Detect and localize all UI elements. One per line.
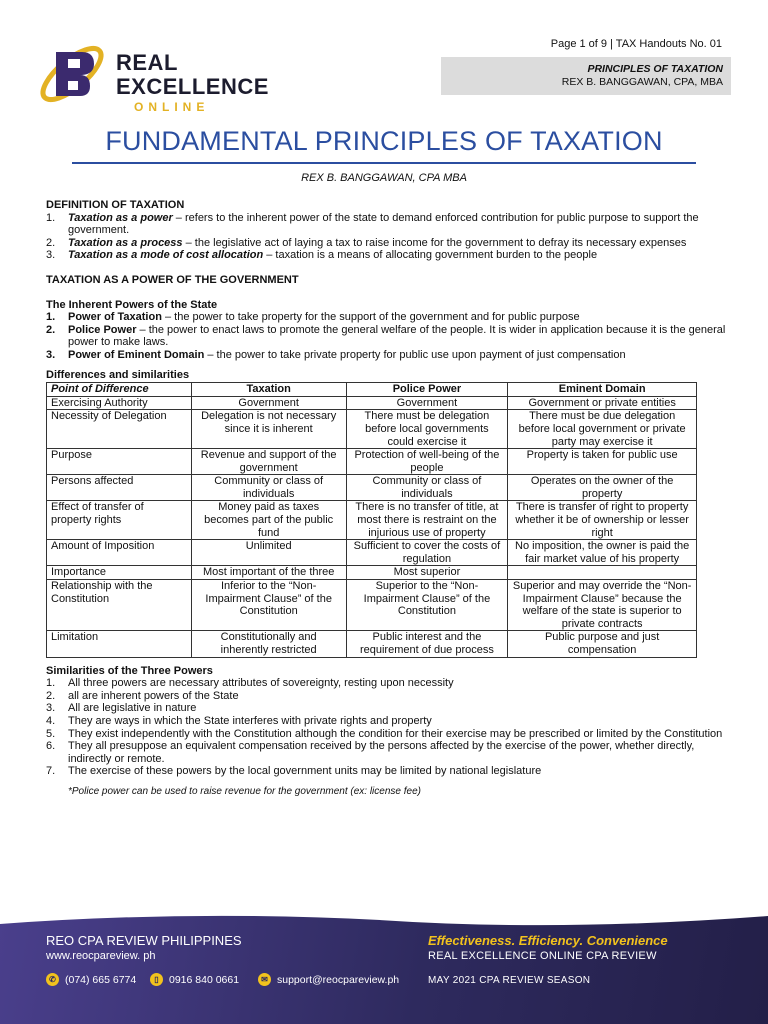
table-cell: No imposition, the owner is paid the fair market value of his property [508,540,697,566]
table-cell: Revenue and support of the government [191,449,346,475]
table-cell [508,566,697,580]
list-item-number: 2. [46,689,56,702]
header-doc-author: REX B. BANGGAWAN, CPA, MBA [561,76,723,88]
email-icon: ✉ [258,973,271,986]
table-row [47,475,697,501]
table-cell: Constitutionally and inherently restricted [191,631,346,657]
footer-season: MAY 2021 CPA REVIEW SEASON [428,975,591,986]
table-cell: Public purpose and just compensation [508,631,697,657]
table-cell: There is transfer of right to property whether it be of ownership or lesser right [508,501,697,540]
list-item [46,728,726,741]
list-item [46,349,726,362]
logo-emblem-icon [36,34,114,112]
table-cell: Public interest and the requirement of due process [346,631,508,657]
list-item-text: They exist independently with the Constitution although the condition for their exercise may be prescribed or limited by the Constitution [68,727,723,740]
table-header-row [47,383,697,397]
table-cell: Government [346,396,508,410]
list-item-number: 4. [46,714,56,727]
table-cell: Exercising Authority [47,396,192,410]
table-cell: Sufficient to cover the costs of regulation [346,540,508,566]
list-item-text: – taxation is a means of allocating government burden to the people [263,249,598,262]
table-header-cell: Taxation [191,383,346,397]
differences-table [46,382,697,657]
brand-logo [36,34,336,114]
list-item-text: They all presuppose an equivalent compensation received by the persons affected by the exercise of the power, whether directly, indirectly or remote. [68,740,695,765]
list-item-term: Taxation as a process [68,236,183,249]
list-item-term: Taxation as a mode of cost allocation [68,249,264,262]
list-item-number: 1. [46,677,56,690]
footer-phone1: ✆ (074) 665 6774 [46,973,136,986]
list-item [46,212,726,237]
list-item-text: – refers to the inherent power of the state to demand enforced contribution for public purpose to support the government. [68,211,699,237]
list-item-text: all are inherent powers of the State [68,689,239,702]
footer-email: ✉ support@reocpareview.ph [258,973,399,986]
table-row [47,580,697,631]
list-item-term: Police Power [68,323,137,336]
page-info: Page 1 of 9 | TAX Handouts No. 01 [550,38,722,50]
table-cell: Persons affected [47,475,192,501]
list-item-number: 3. [46,348,56,361]
table-cell: Purpose [47,449,192,475]
table-cell: Effect of transfer of property rights [47,501,192,540]
list-item-term: Power of Eminent Domain [68,348,205,361]
table-header-cell: Eminent Domain [508,383,697,397]
table-cell: Inferior to the “Non-Impairment Clause” of the Constitution [191,580,346,631]
list-item-term: Power of Taxation [68,311,162,324]
list-item [46,311,726,324]
table-cell: There is no transfer of title, at most there is restraint on the injurious use of property [346,501,508,540]
footer-org: REO CPA REVIEW PHILIPPINES [46,933,242,948]
list-item-text: All are legislative in nature [68,702,197,715]
list-item-number: 2. [46,323,56,336]
table-cell: Government [191,396,346,410]
table-cell: Delegation is not necessary since it is inherent [191,410,346,449]
table-cell: Most important of the three [191,566,346,580]
list-item [46,324,726,349]
table-row [47,631,697,657]
table-cell: Limitation [47,631,192,657]
table-cell: Most superior [346,566,508,580]
table-cell: Protection of well-being of the people [346,449,508,475]
list-item [46,740,726,765]
similarities-heading: Similarities of the Three Powers [46,664,213,677]
brand-name-line3: ONLINE [134,100,210,114]
list-item-term: Taxation as a power [68,211,173,224]
list-item-text: – the power to take property for the support of the government and for public purpose [161,311,580,324]
page-footer [0,910,768,1024]
table-cell: Amount of Imposition [47,540,192,566]
list-item [46,237,726,250]
list-item-number: 1. [46,211,56,224]
footer-phone2: ▯ 0916 840 0661 [150,973,239,986]
list-item [46,702,726,715]
list-item [46,690,726,703]
table-cell: Importance [47,566,192,580]
list-item-text: – the power to enact laws to promote the general welfare of the people. It is wider in application because it is the general power to make laws. [68,323,726,349]
list-item-text: All three powers are necessary attributes of sovereignty, resting upon necessity [68,677,454,690]
list-item-number: 7. [46,765,56,778]
list-item-number: 3. [46,702,56,715]
footer-slogan: Effectiveness. Efficiency. Convenience [428,933,668,948]
definition-heading: DEFINITION OF TAXATION [46,199,185,211]
table-cell: Property is taken for public use [508,449,697,475]
list-item [46,677,726,690]
list-item-text: – the legislative act of laying a tax to raise income for the government to defray its necessary expenses [182,236,687,249]
table-cell: Unlimited [191,540,346,566]
footer-program: REAL EXCELLENCE ONLINE CPA REVIEW [428,950,657,962]
definition-list [46,212,726,262]
table-row [47,501,697,540]
header-doc-title: PRINCIPLES OF TAXATION [587,63,723,75]
table-header-cell: Point of Difference [47,383,192,397]
table-cell: Government or private entities [508,396,697,410]
table-cell: Superior to the “Non-Impairment Clause” of the Constitution [346,580,508,631]
list-item [46,765,726,778]
mobile-phone-icon: ▯ [150,973,163,986]
police-power-note: *Police power can be used to raise revenue for the government (ex: license fee) [68,785,421,797]
document-body [46,199,726,799]
list-item-number: 2. [46,236,56,249]
similarities-list [46,677,726,778]
inherent-powers-heading: The Inherent Powers of the State [46,298,218,311]
list-item-text: The exercise of these powers by the local government units may be limited by national legislature [68,765,542,778]
author-line: REX B. BANGGAWAN, CPA MBA [301,172,467,184]
table-cell: Operates on the owner of the property [508,475,697,501]
table-header-cell: Police Power [346,383,508,397]
header-doc-box [441,57,731,95]
page-title: FUNDAMENTAL PRINCIPLES OF TAXATION [105,126,663,156]
list-item [46,249,726,262]
title-underline [72,162,696,164]
table-cell: There must be due delegation before local government or private party may exercise it [508,410,697,449]
list-item-number: 5. [46,727,56,740]
phone-icon: ✆ [46,973,59,986]
differences-heading: Differences and similarities [46,368,190,381]
list-item-number: 1. [46,311,56,324]
table-cell: Community or class of individuals [346,475,508,501]
power-heading: TAXATION AS A POWER OF THE GOVERNMENT [46,273,299,286]
table-row [47,396,697,410]
table-cell: Money paid as taxes becomes part of the public fund [191,501,346,540]
list-item [46,715,726,728]
table-cell: Necessity of Delegation [47,410,192,449]
list-item-text: They are ways in which the State interferes with private rights and property [68,714,432,727]
table-row [47,410,697,449]
footer-website: www.reocpareview. ph [46,950,156,962]
list-item-text: – the power to take private property for public use upon payment of just compensation [204,348,626,361]
brand-name-line2: EXCELLENCE [116,74,269,99]
table-cell: Relationship with the Constitution [47,580,192,631]
list-item-number: 6. [46,740,56,753]
inherent-powers-list [46,311,726,361]
table-row [47,566,697,580]
list-item-number: 3. [46,249,56,262]
table-cell: There must be delegation before local governments could exercise it [346,410,508,449]
brand-name-line1: REAL [116,50,178,75]
table-row [47,449,697,475]
table-row [47,540,697,566]
table-cell: Superior and may override the “Non-Impairment Clause” because the welfare of the state is superior to private contracts [508,580,697,631]
table-cell: Community or class of individuals [191,475,346,501]
